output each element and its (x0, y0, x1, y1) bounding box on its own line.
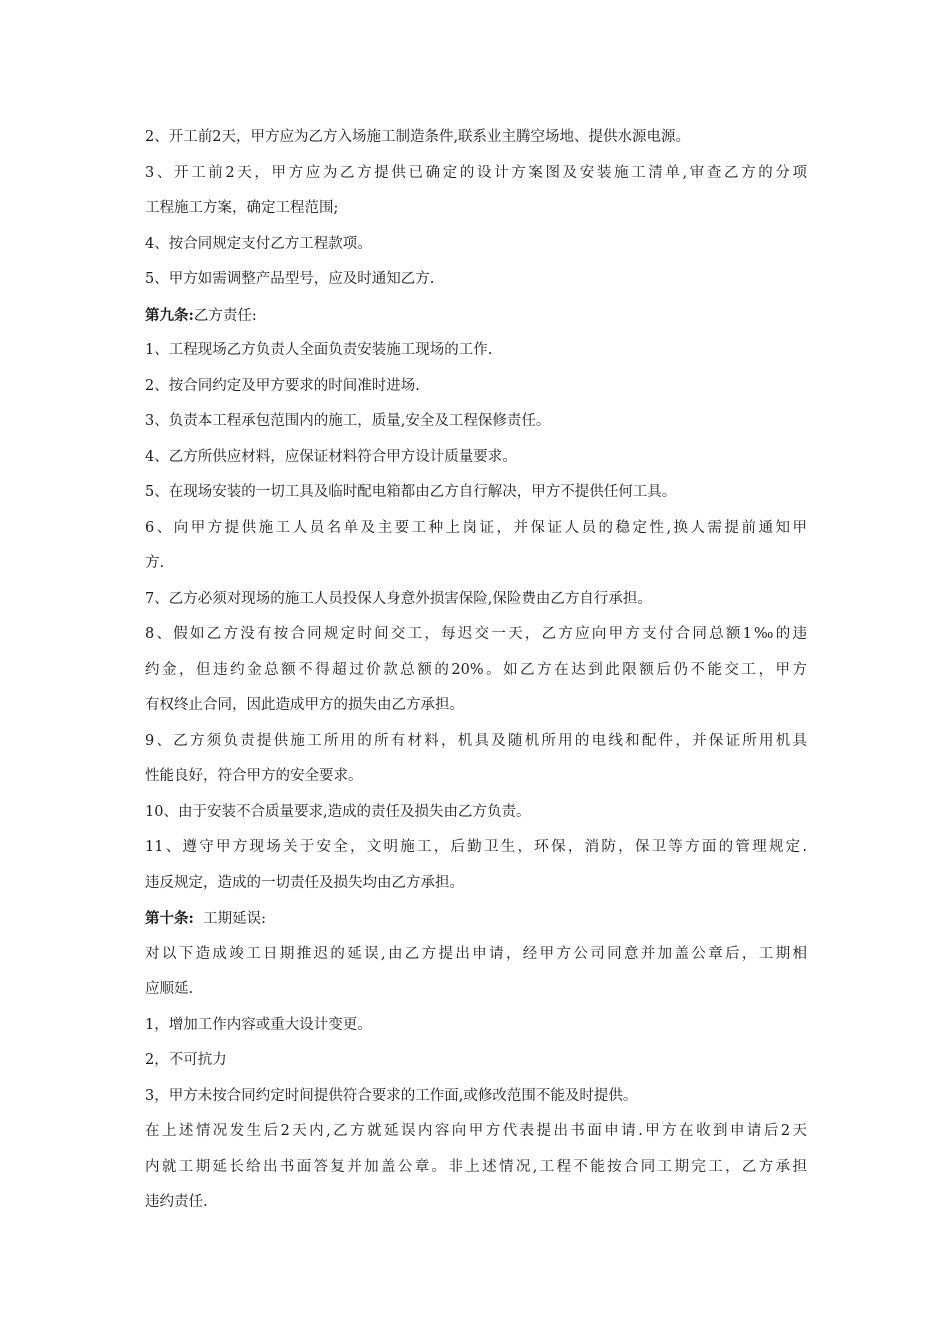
clause-line: 1，增加工作内容或重大设计变更。 (145, 1016, 372, 1033)
clause-line: 6、向甲方提供施工人员名单及主要工种上岗证，并保证人员的稳定性,换人需提前通知甲 (145, 519, 807, 536)
clause-line: 3、开工前2天，甲方应为乙方提供已确定的设计方案图及安装施工清单,审查乙方的分项 (145, 164, 807, 181)
article-title: 乙方责任: (193, 307, 257, 324)
clause-line: 方. (145, 555, 165, 571)
clause-line: 11、遵守甲方现场关于安全，文明施工，后勤卫生，环保，消防，保卫等方面的管理规定. (145, 839, 807, 855)
clause-line: 10、由于安装不合质量要求,造成的责任及损失由乙方负责。 (145, 803, 531, 820)
clause-line: 5、甲方如需调整产品型号，应及时通知乙方. (145, 271, 435, 287)
clause-line: 违约责任. (145, 1194, 208, 1210)
clause-line: 工程施工方案，确定工程范围; (145, 200, 339, 216)
clause-line: 4、按合同规定支付乙方工程款项。 (145, 235, 372, 252)
clause-line: 违反规定，造成的一切责任及损失均由乙方承担。 (145, 874, 464, 891)
clause-line: 7、乙方必须对现场的施工人员投保人身意外损害保险,保险费由乙方自行承担。 (145, 590, 652, 607)
document-page (145, 120, 807, 1221)
clause-line: 2，不可抗力 (145, 1052, 227, 1068)
clause-line: 应顺延. (145, 981, 194, 997)
clause-line: 2、按合同约定及甲方要求的时间准时进场. (145, 377, 420, 394)
clause-line: 在上述情况发生后2天内,乙方就延误内容向甲方代表提出书面申请.甲方在收到申请后2天 (145, 1123, 807, 1139)
clause-line: 8、假如乙方没有按合同规定时间交工，每迟交一天，乙方应向甲方支付合同总额1‰的违 (145, 626, 807, 642)
article-10-heading (145, 901, 807, 937)
clause-line: 有权终止合同，因此造成甲方的损失由乙方承担。 (145, 697, 464, 713)
clause-line: 3，甲方未按合同约定时间提供符合要求的工作面,或修改范围不能及时提供。 (145, 1087, 638, 1104)
clause-line: 5、在现场安装的一切工具及临时配电箱都由乙方自行解决，甲方不提供任何工具。 (145, 484, 677, 500)
article-number: 第九条: (145, 306, 194, 324)
clause-line: 2、开工前2天，甲方应为乙方入场施工制造条件,联系业主腾空场地、提供水源电源。 (145, 129, 691, 145)
clause-line: 约金，但违约金总额不得超过价款总额的20%。如乙方在达到此限额后仍不能交工，甲方 (145, 661, 807, 678)
clause-line: 对以下造成竣工日期推迟的延误,由乙方提出申请，经甲方公司同意并加盖公章后，工期相 (145, 945, 807, 962)
clause-line: 内就工期延长给出书面答复并加盖公章。非上述情况,工程不能按合同工期完工，乙方承担 (145, 1158, 807, 1175)
article-title: 工期延误: (193, 911, 266, 927)
clause-line: 1、工程现场乙方负责人全面负责安装施工现场的工作. (145, 342, 493, 358)
article-number: 第十条: (145, 910, 194, 927)
clause-line: 4、乙方所供应材料，应保证材料符合甲方设计质量要求。 (145, 448, 517, 465)
clause-line: 性能良好，符合甲方的安全要求。 (145, 768, 363, 784)
article-9-heading (145, 298, 807, 334)
clause-line: 3、负责本工程承包范围内的施工，质量,安全及工程保修责任。 (145, 413, 551, 429)
clause-line: 9、乙方须负责提供施工所用的所有材料，机具及随机所用的电线和配件，并保证所用机具 (145, 732, 807, 749)
